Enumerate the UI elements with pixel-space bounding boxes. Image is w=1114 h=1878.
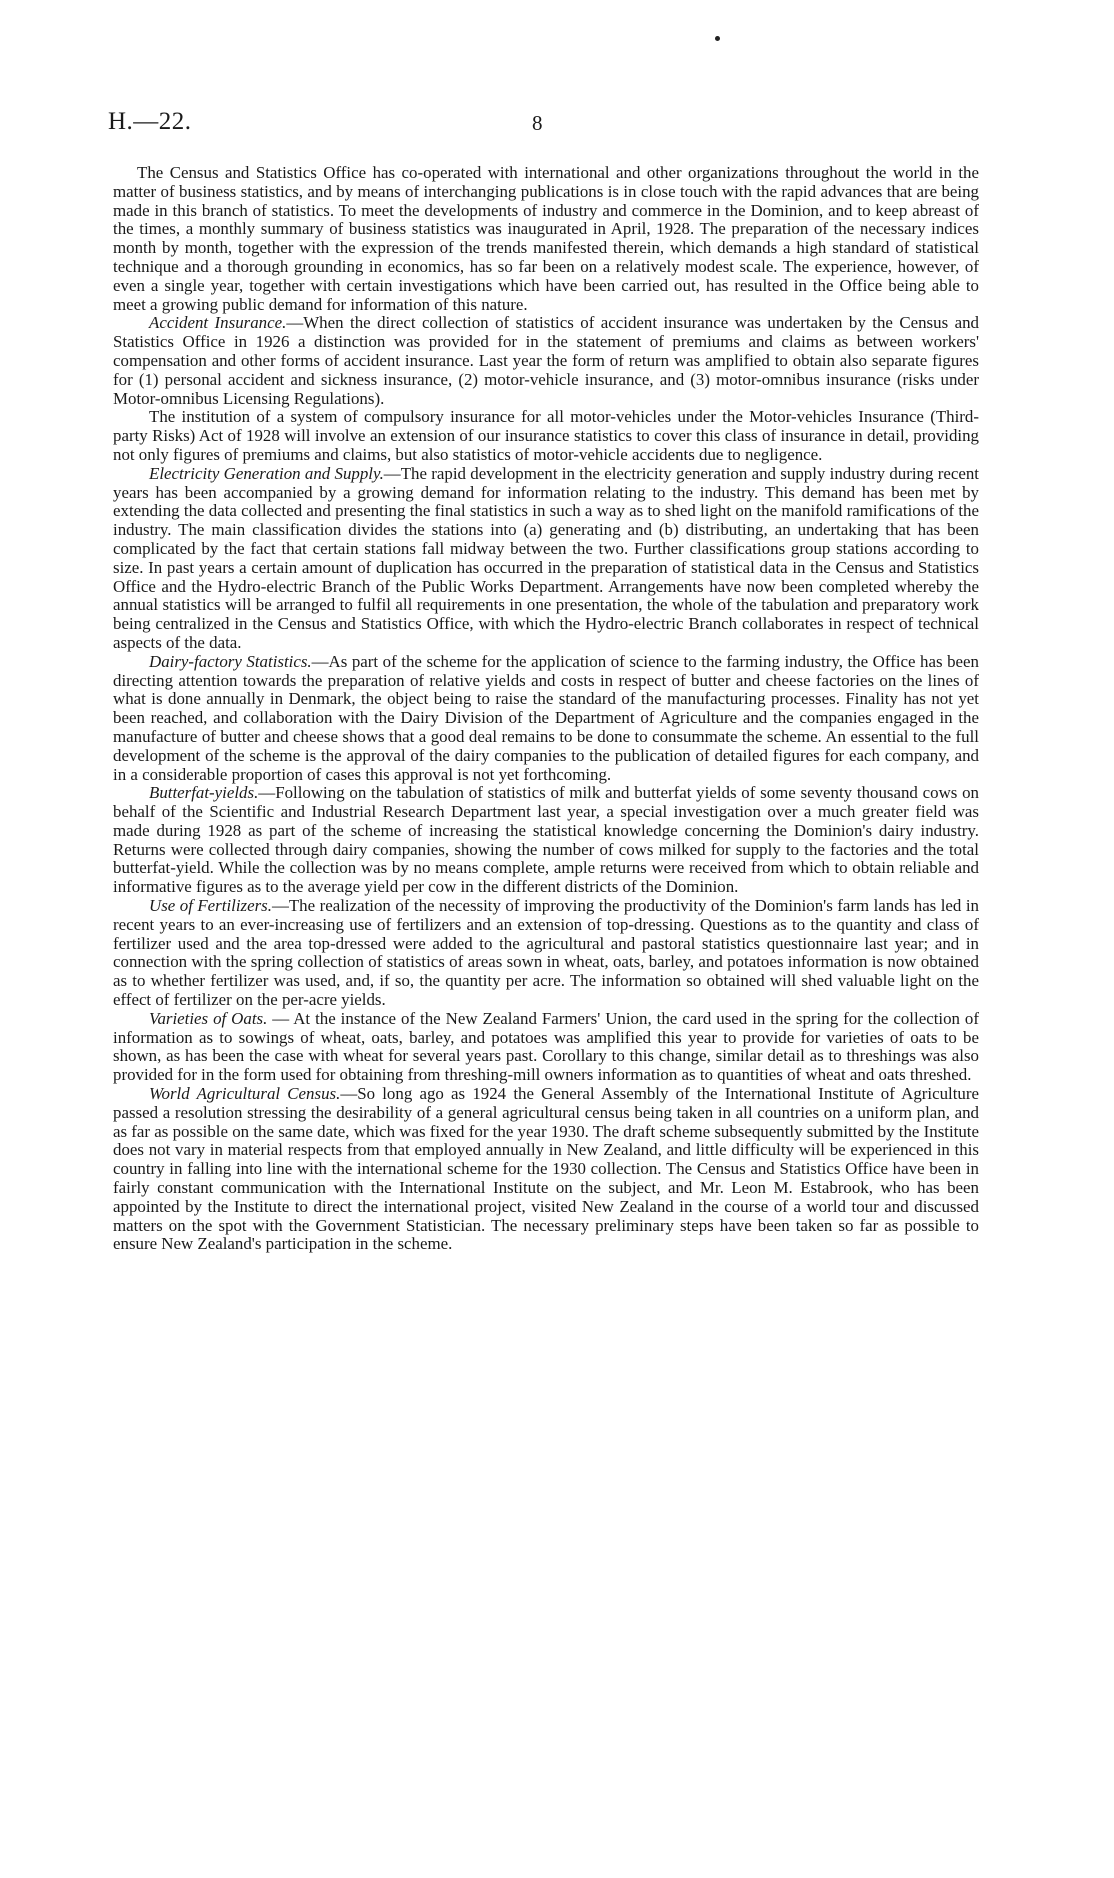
paragraph-text: —Following on the tabulation of statistics of milk and butterfat yields of some seventy thousand cows on behalf of the Scientific and Industrial Research Department last year, a special investigation over a much greater field was made during 1928 as part of the scheme of increasing the statistical knowledge concerning the Dominion's dairy industry. Returns were collected through dairy companies, showing the number of cows milked for supply to the factories and the total butterfat-yield. While the collection was by no means complete, ample returns were received from which to obtain reliable and informative figures as to the average yield per cow in the different districts of the Dominion.: [113, 783, 979, 897]
document-reference: H.—22.: [108, 108, 192, 135]
paragraph-text: —The realization of the necessity of improving the productivity of the Dominion's farm lands has led in recent years to an ever-increasing use of fertilizers and an extension of top-dressing. Questions as to the quantity and class of fertilizer used and the area top-dressed were added to the agricultural and pastoral statistics questionnaire last year; and in connection with the spring collection of statistics of areas sown in wheat, oats, barley, and potatoes information is now obtained as to whether fertilizer was used, and, if so, the quantity per acre. The information so obtained will shed valuable light on the effect of fertilizer on the per-acre yields.: [113, 896, 979, 1010]
paragraph-varieties-of-oats: [113, 1010, 979, 1085]
section-heading: Accident Insurance.: [149, 313, 287, 333]
paragraph-text: —The rapid development in the electricity generation and supply industry during recent years has been accompanied by a growing demand for information relating to the industry. This demand has been met by extending the data collected and presenting the final statistics in such a way as to shed light on the manifold ramifications of the industry. The main classification divides the stations into (a) generating and (b) distributing, an undertaking that has been complicated by the fact that certain stations fall midway between the two. Further classifications group stations according to size. In past years a certain amount of duplication has occurred in the preparation of statistical data in the Census and Statistics Office and the Hydro-electric Branch of the Public Works Department. Arrangements have now been completed whereby the annual statistics will be arranged to fulfil all requirements in one presentation, the whole of the tabulation and preparatory work being centralized in the Census and Statistics Office, with which the Hydro-electric Branch collaborates in respect of technical aspects of the data.: [113, 463, 979, 652]
section-heading: World Agricultural Census.: [149, 1084, 341, 1104]
paragraph-text: —As part of the scheme for the application of science to the farming industry, the Office has been directing attention towards the preparation of relative yields and costs in respect of butter and cheese factories on the lines of what is done annually in Denmark, the object being to raise the standard of the manufacturing processes. Finality has not yet been reached, and collaboration with the Dairy Division of the Department of Agriculture and the companies engaged in the manufacture of butter and cheese shows that a good deal remains to be done to consummate the scheme. An essential to the full development of the scheme is the approval of the dairy companies to the publication of detailed figures for each company, and in a considerable proportion of cases this approval is not yet forthcoming.: [113, 651, 979, 784]
paragraph-compulsory-insurance: [113, 408, 979, 464]
section-heading: Dairy-factory Statistics.: [149, 651, 312, 671]
paragraph-text: — At the instance of the New Zealand Farmers' Union, the card used in the spring for the collection of information as to sowings of wheat, oats, barley, and potatoes was amplified this year to provide for varieties of oats to be shown, as has been the case with wheat for several years past. Corollary to this change, similar detail as to threshings was also provided for in the form used for obtaining from threshing-mill owners information as to quantities of wheat and oats threshed.: [113, 1008, 980, 1085]
paragraph-electricity: [113, 465, 979, 653]
paragraph-butterfat-yields: [113, 784, 979, 897]
paragraph-fertilizers: [113, 897, 979, 1010]
page-number: 8: [532, 111, 543, 135]
print-speck: [715, 36, 720, 41]
section-heading: Butterfat-yields.: [149, 783, 259, 803]
page-header: [108, 108, 1008, 148]
paragraph-world-census: [113, 1085, 979, 1254]
section-heading: Use of Fertilizers.: [149, 896, 272, 916]
paragraph-business-statistics: [113, 164, 979, 314]
section-heading: Varieties of Oats.: [149, 1008, 268, 1028]
paragraph-text: The Census and Statistics Office has co-operated with international and other organizations throughout the world in the matter of business statistics, and by means of interchanging publications is in close touch with the rapid advances that are being made in this branch of statistics. To meet the developments of industry and commerce in the Dominion, and to keep abreast of the times, a monthly summary of business statistics was inaugurated in April, 1928. The preparation of the necessary indices month by month, together with the expression of the trends manifested therein, which demands a high standard of statistical technique and a thorough grounding in economics, has so far been on a relatively modest scale. The experience, however, of even a single year, together with certain investigations which have been carried out, has resulted in the Office being able to meet a growing public demand for information of this nature.: [113, 163, 979, 314]
paragraph-accident-insurance: [113, 314, 979, 408]
paragraph-dairy-factory: [113, 653, 979, 785]
paragraph-text: —So long ago as 1924 the General Assembly of the International Institute of Agriculture passed a resolution stressing the desirability of a general agricultural census being taken in all countries on a uniform plan, and as far as possible on the same date, which was fixed for the year 1930. The draft scheme subsequently submitted by the Institute does not vary in material respects from that employed annually in New Zealand, and little difficulty will be experienced in this country in falling into line with the international scheme for the 1930 collection. The Census and Statistics Office have been in fairly constant communication with the International Institute on the subject, and Mr. Leon M. Estabrook, who has been appointed by the Institute to direct the international project, visited New Zealand in the course of a world tour and discussed matters on the spot with the Government Statistician. The necessary preliminary steps have been taken so far as possible to ensure New Zealand's participation in the scheme.: [113, 1084, 979, 1254]
paragraph-text: The institution of a system of compulsory insurance for all motor-vehicles under the Motor-vehicles Insurance (Third-party Risks) Act of 1928 will involve an extension of our insurance statistics to cover this class of insurance in detail, providing not only figures of premiums and claims, but also statistics of motor-vehicle accidents due to negligence.: [113, 407, 979, 464]
body-text: [113, 164, 979, 1254]
paragraph-text: —When the direct collection of statistics of accident insurance was undertaken by the Census and Statistics Office in 1926 a distinction was provided for in the statement of premiums and claims as between workers' compensation and other forms of accident insurance. Last year the form of return was amplified to obtain also separate figures for (1) personal accident and sickness insurance, (2) motor-vehicle insurance, and (3) motor-omnibus insurance (risks under Motor-omnibus Licensing Regulations).: [113, 313, 980, 408]
section-heading: Electricity Generation and Supply.: [149, 463, 384, 483]
